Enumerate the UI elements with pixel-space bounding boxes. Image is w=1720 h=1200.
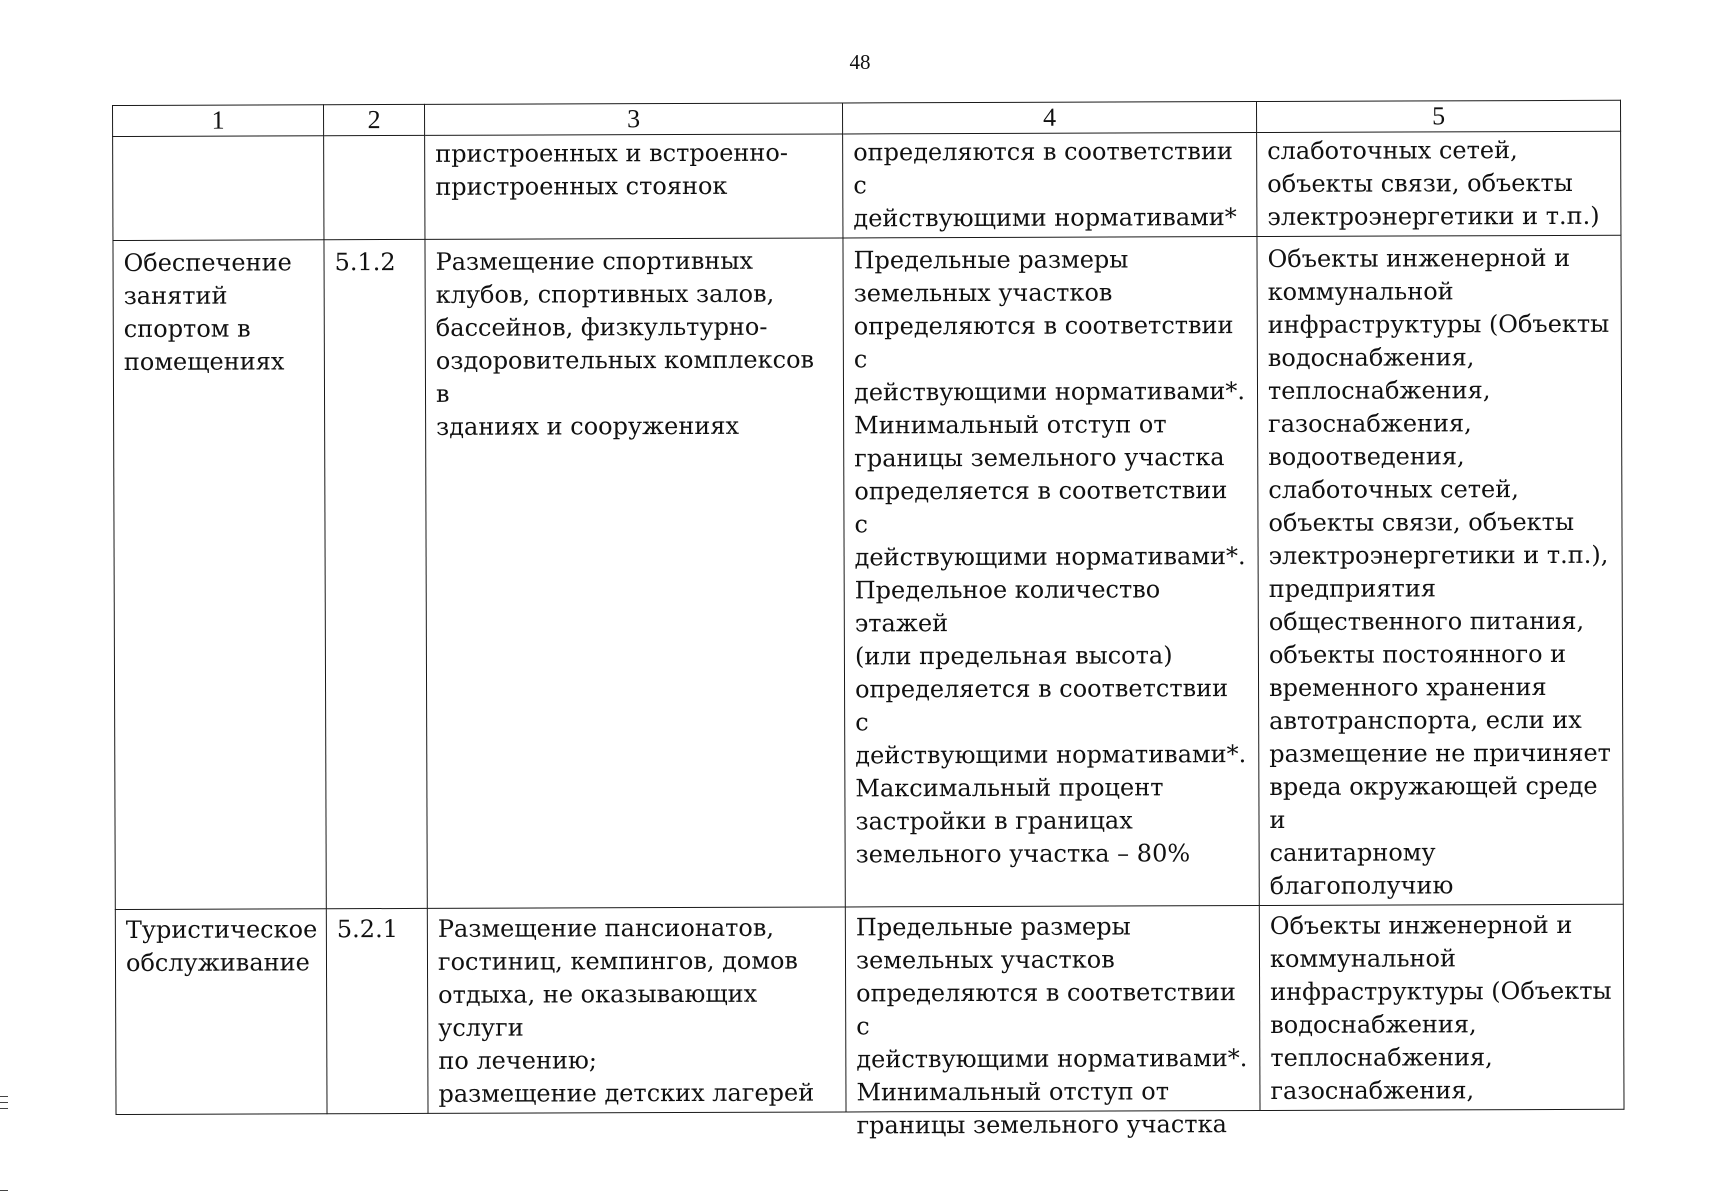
cell-auxiliary-uses-text: Объекты инженерной и коммунальной инфраструктуры (Объекты водоснабжения, теплоснабжения, газоснабжения, xyxy=(1269,910,1612,1105)
land-use-table xyxy=(112,100,1625,1140)
cell-use-code: 5.2.1 xyxy=(326,908,428,1113)
page-number: 48 xyxy=(849,50,871,74)
cell-use-name: Туристическое обслуживание xyxy=(115,909,327,1115)
column-header: 3 xyxy=(424,103,842,135)
scan-margin-mark xyxy=(0,1108,8,1109)
scan-margin-mark xyxy=(0,1102,8,1103)
cell-use-code: 5.1.2 xyxy=(324,239,427,908)
scan-margin-mark xyxy=(0,1190,8,1191)
column-header: 2 xyxy=(324,104,425,135)
column-header: 1 xyxy=(113,105,324,137)
cell-use-code xyxy=(324,135,425,239)
cell-use-name xyxy=(113,136,324,241)
cell-use-name: Обеспечение занятий спортом в помещениях xyxy=(113,240,326,910)
table-row xyxy=(113,131,1621,240)
cell-parameters: Предельные размеры земельных участков определяются в соответствии с действующими нормативами*. Минимальный отступ от границы земельного участка определяется в соответствии с действующими нормативами*. Предельное количество этажей (или предельная высота) определяется в соответствии с действующими нормативами*. Максимальный процент застройки в границах земельного участка – 80% xyxy=(843,237,1259,907)
cell-use-description: Размещение спортивных клубов, спортивных залов, бассейнов, физкультурно- оздоровительных комплексов в зданиях и сооружениях xyxy=(425,238,845,908)
cell-auxiliary-uses xyxy=(1259,904,1624,1110)
cell-auxiliary-uses: Объекты инженерной и коммунальной инфраструктуры (Объекты водоснабжения, теплоснабжения, газоснабжения, водоотведения, слаботочных сетей, объекты связи, объекты электроэнергетики и т.п.), предприятия общественного питания, объекты постоянного и временного хранения автотранспорта, если их размещение не причиняет вреда окружающей среде и санитарному благополучию xyxy=(1257,235,1623,905)
cell-parameters: определяются в соответствии с действующими нормативами* xyxy=(843,133,1257,238)
column-header: 4 xyxy=(842,102,1256,134)
cell-use-description: пристроенных и встроенно- пристроенных стоянок xyxy=(425,134,843,239)
cell-use-description: Размещение пансионатов, гостиниц, кемпингов, домов отдыха, не оказывающих услуги по лечению; размещение детских лагерей xyxy=(427,907,846,1113)
column-header: 5 xyxy=(1256,100,1620,132)
cell-parameters-text: Предельные размеры земельных участков определяются в соответствии с действующими нормативами*. Минимальный отступ от границы земельного участка xyxy=(855,912,1248,1140)
cell-auxiliary-uses: слаботочных сетей, объекты связи, объекты электроэнергетики и т.п.) xyxy=(1257,131,1621,236)
table-row xyxy=(113,235,1623,909)
table-row xyxy=(115,904,1624,1114)
scan-margin-mark xyxy=(0,1096,8,1097)
cell-parameters xyxy=(845,906,1260,1140)
